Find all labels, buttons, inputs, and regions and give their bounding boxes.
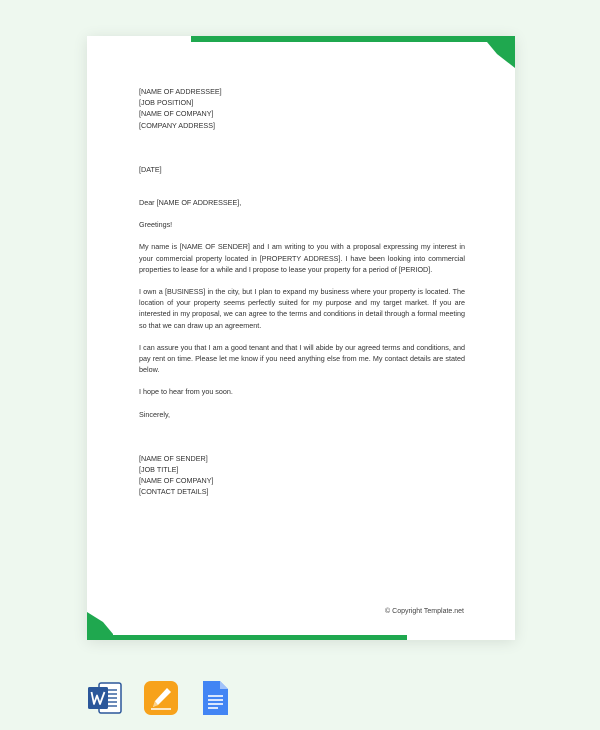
salutation: Dear [NAME OF ADDRESSEE], — [139, 198, 242, 208]
paragraph-2: I own a [BUSINESS] in the city, but I plan to expand my business where your property is located. The location of your property seems perfectly suited for my purpose and my target market. If you are interested in my proposal, we can agree to the terms and conditions in detail through a formal meeting so that we can draw up an agreement. — [139, 287, 465, 330]
addressee-name: [NAME OF ADDRESSEE] — [139, 87, 222, 96]
paragraph-1: My name is [NAME OF SENDER] and I am writing to you with a proposal expressing my interest in your commercial property located in [PROPERTY ADDRESS]. I have been looking into commercial properties to lease for a while and I propose to lease your property for a period of [PERIOD]. — [139, 242, 465, 274]
pages-icon[interactable] — [143, 680, 179, 716]
addressee-address: [COMPANY ADDRESS] — [139, 120, 216, 130]
top-corner-ribbon — [487, 36, 515, 68]
top-accent-bar — [191, 36, 511, 42]
google-docs-icon[interactable] — [197, 680, 233, 716]
word-icon[interactable] — [87, 680, 123, 716]
bottom-corner-ribbon — [87, 612, 113, 640]
closing-line: I hope to hear from you soon. — [139, 387, 233, 397]
bottom-accent-bar — [107, 635, 407, 640]
copyright-text: © Copyright Template.net — [385, 608, 464, 615]
app-icons-row — [87, 680, 237, 718]
sender-block — [139, 453, 465, 498]
greeting: Greetings! — [139, 220, 173, 230]
sender-contact: [CONTACT DETAILS] — [139, 487, 209, 497]
sender-company: [NAME OF COMPANY] — [139, 476, 214, 486]
addressee-company: [NAME OF COMPANY] — [139, 109, 214, 119]
sender-title: [JOB TITLE] — [139, 465, 179, 475]
addressee-position: [JOB POSITION] — [139, 98, 194, 108]
letter-date: [DATE] — [139, 164, 162, 174]
document-page — [87, 36, 515, 640]
letter-body — [139, 86, 465, 498]
addressee-block — [139, 86, 465, 131]
signoff: Sincerely, — [139, 409, 171, 419]
paragraph-3: I can assure you that I am a good tenant and that I will abide by our agreed terms and conditions, and pay rent on time. Please let me know if you need anything else from me. My contact details are stated below. — [139, 342, 465, 375]
sender-name: [NAME OF SENDER] — [139, 453, 208, 463]
